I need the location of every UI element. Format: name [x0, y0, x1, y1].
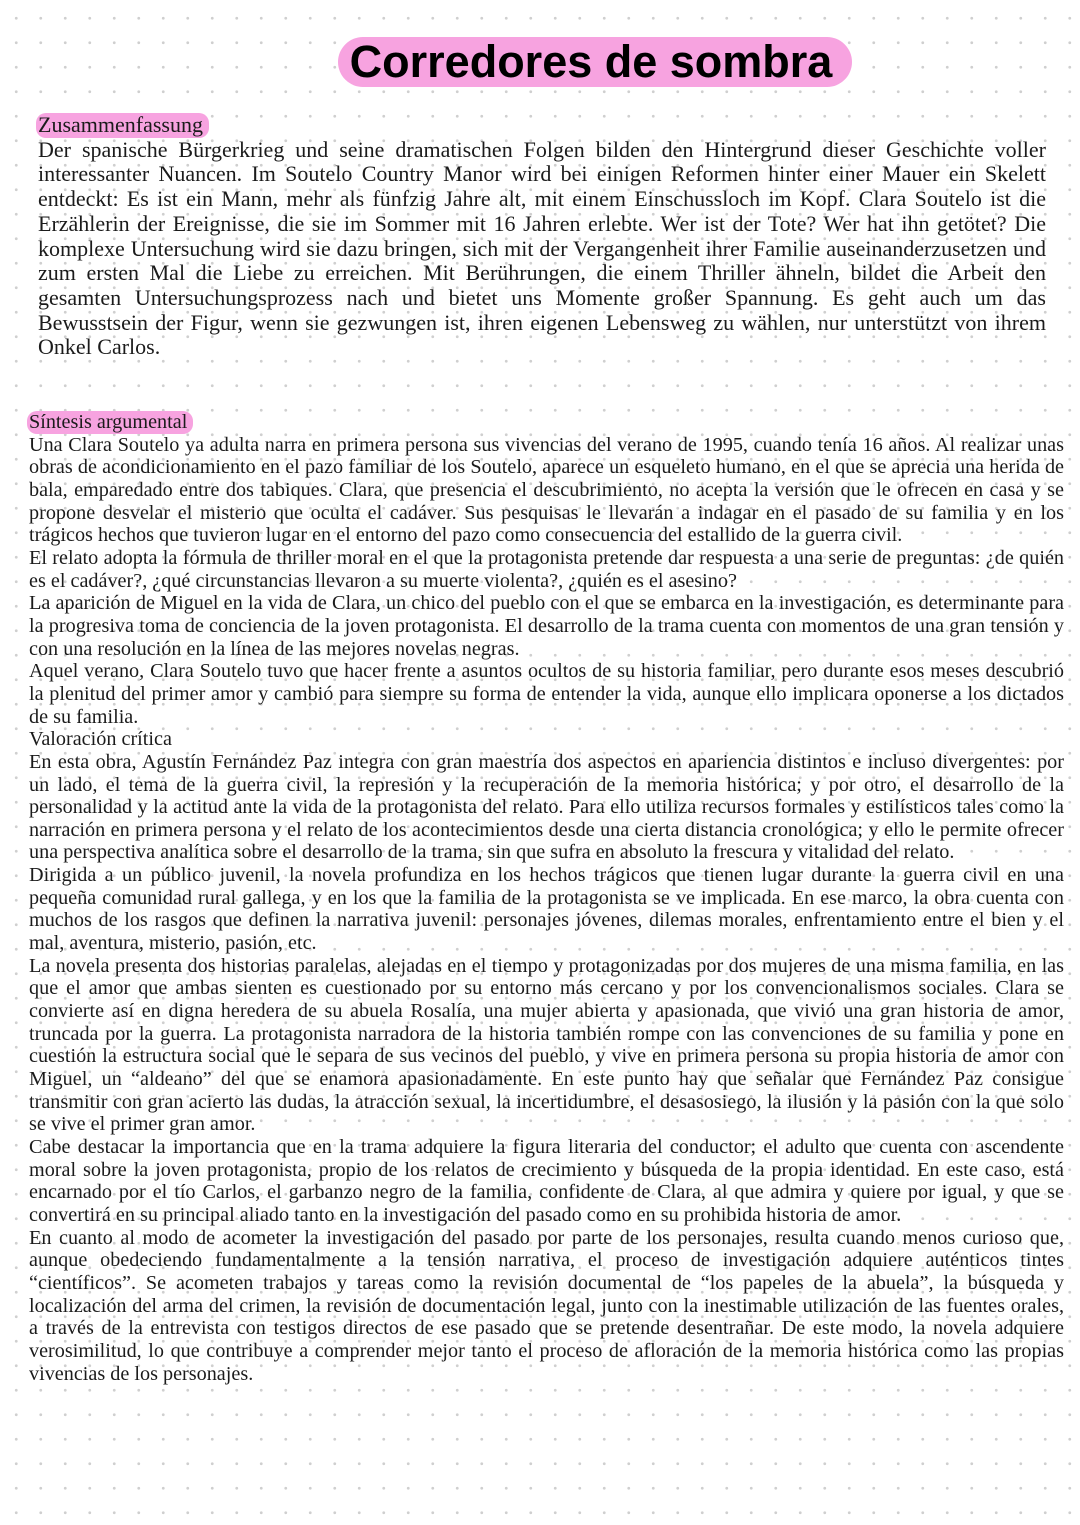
- synthesis-section: [29, 411, 1064, 1385]
- critique-paragraph: En cuanto al modo de acometer la investigación del pasado por parte de los personajes, resulta cuando menos curioso que, aunque obedeciendo fundamentalmente a la tensión narrativa, el proceso de investigación adquiere auténticos tintes “científicos”. Se acometen trabajos y tareas como la revisión documental de “los papeles de la abuela”, la búsqueda y localización del arma del crimen, la revisión de documentación legal, junto con la inestimable utilización de las fuentes orales, a través de la entrevista con testigos directos de ese pasado que se pretende desentrañar. De este modo, la novela adquiere verosimilitud, lo que contribuye a comprender mejor tanto el proceso de afloración de la memoria histórica como las propias vivencias de los personajes.: [29, 1226, 1064, 1385]
- summary-heading: Zusammenfassung: [36, 113, 209, 138]
- critique-paragraph: En esta obra, Agustín Fernández Paz integra con gran maestría dos aspectos en apariencia distintos e incluso divergentes: por un lado, el tema de la guerra civil, la represión y la recuperación de la memoria histórica; y por otro, el desarrollo de la personalidad y la actitud ante la vida de la protagonista del relato. Para ello utiliza recursos formales y estilísticos tales como la narración en primera persona y el relato de los acontecimientos desde una cierta distancia cronológica; y ello le permite ofrecer una perspectiva analítica sobre el desarrollo de la trama, sin que sufra en absoluto la frescura y vitalidad del relato.: [29, 750, 1064, 864]
- synthesis-heading: Síntesis argumental: [27, 411, 193, 434]
- critique-paragraph: Dirigida a un público juvenil, la novela profundiza en los hechos trágicos que tienen lugar durante la guerra civil en una pequeña comunidad rural gallega, y en los que la familia de la protagonista se ve implicada. En ese marco, la obra cuenta con muchos de los rasgos que definen la narrativa juvenil: personajes jóvenes, dilemas morales, enfrentamiento entre el bien y el mal, aventura, misterio, pasión, etc.: [29, 864, 1064, 955]
- summary-text: Der spanische Bürgerkrieg und seine dramatischen Folgen bilden den Hintergrund dieser Geschichte voller interessanter Nuancen. Im Soutelo Country Manor wird bei einigen Reformen hinter einer Mauer ein Skelett entdeckt: Es ist ein Mann, mehr als fünfzig Jahre alt, mit einem Einschussloch im Kopf. Clara Soutelo ist die Erzählerin der Ereignisse, die sie im Sommer mit 16 Jahren erlebte. Wer ist der Tote? Wer hat ihn getötet? Die komplexe Untersuchung wird sie dazu bringen, sich mit der Vergangenheit ihrer Familie auseinanderzusetzen und zum ersten Mal die Liebe zu erreichen. Mit Berührungen, die einem Thriller ähneln, bildet die Arbeit den gesamten Untersuchungsprozess nach und bietet uns Momente großer Spannung. Es geht auch um das Bewusstsein der Figur, wenn sie gezwungen ist, ihren eigenen Lebensweg zu wählen, nur unterstützt von ihrem Onkel Carlos.: [38, 136, 1046, 360]
- synthesis-paragraph: El relato adopta la fórmula de thriller moral en el que la protagonista pretende dar respuesta a una serie de preguntas: ¿de quién es el cadáver?, ¿qué circunstancias llevaron a su muerte violenta?, ¿quién es el asesino?: [29, 546, 1064, 592]
- synthesis-paragraph: Aquel verano, Clara Soutelo tuvo que hacer frente a asuntos ocultos de su historia familiar, pero durante esos meses descubrió la plenitud del primer amor y cambió para siempre su forma de entender la vida, aunque ello implicara oponerse a los dictados de su familia.: [29, 660, 1064, 728]
- summary-section: [38, 113, 1046, 360]
- critique-paragraph: Cabe destacar la importancia que en la trama adquiere la figura literaria del conductor; el adulto que cuenta con ascendente moral sobre la joven protagonista, propio de los relatos de crecimiento y búsqueda de la propia identidad. En este caso, está encarnado por el tío Carlos, el garbanzo negro de la familia, confidente de Clara, al que admira y quiere por igual, y que se convertirá en su principal aliado tanto en la investigación del pasado como en su prohibida historia de amor.: [29, 1136, 1064, 1226]
- title-wrapper: [0, 37, 1080, 87]
- synthesis-paragraph: La aparición de Miguel en la vida de Clara, un chico del pueblo con el que se embarca en la investigación, es determinante para la progresiva toma de conciencia de la joven protagonista. El desarrollo de la trama cuenta con momentos de una gran tensión y con una resolución en la línea de las mejores novelas negras.: [29, 592, 1064, 660]
- page-title: Corredores de sombra: [338, 37, 853, 87]
- critique-paragraph: La novela presenta dos historias paralelas, alejadas en el tiempo y protagonizadas por dos mujeres de una misma familia, en las que el amor que ambas sienten es cuestionado por su entorno más cercano y por los convencionalismos sociales. Clara se convierte así en digna heredera de su abuela Rosalía, una mujer abierta y apasionada, que vivió una gran historia de amor, truncada por la guerra. La protagonista narradora de la historia también rompe con las convenciones de su familia y pone en cuestión la estructura social que le separa de sus vecinos del pueblo, y vive en primera persona su propia historia de amor con Miguel, un “aldeano” del que se enamora apasionadamente. En este punto hay que señalar que Fernández Paz consigue transmitir con gran acierto las dudas, la atracción sexual, la incertidumbre, el desasosiego, la ilusión y la pasión con la que solo se vive el primer gran amor.: [29, 954, 1064, 1136]
- critique-heading: Valoración crítica: [29, 728, 172, 751]
- synthesis-paragraph: Una Clara Soutelo ya adulta narra en primera persona sus vivencias del verano de 1995, cuando tenía 16 años. Al realizar unas obras de acondicionamiento en el pazo familiar de los Soutelo, aparece un esqueleto humano, en el que se aprecia una herida de bala, emparedado entre dos tabiques. Clara, que presencia el descubrimiento, no acepta la versión que le ofrecen en casa y se propone desvelar el misterio que oculta el cadáver. Sus pesquisas le llevarán a indagar en el pasado de su familia y en los trágicos hechos que tuvieron lugar en el entorno del pazo como consecuencia del estallido de la guerra civil.: [29, 433, 1064, 547]
